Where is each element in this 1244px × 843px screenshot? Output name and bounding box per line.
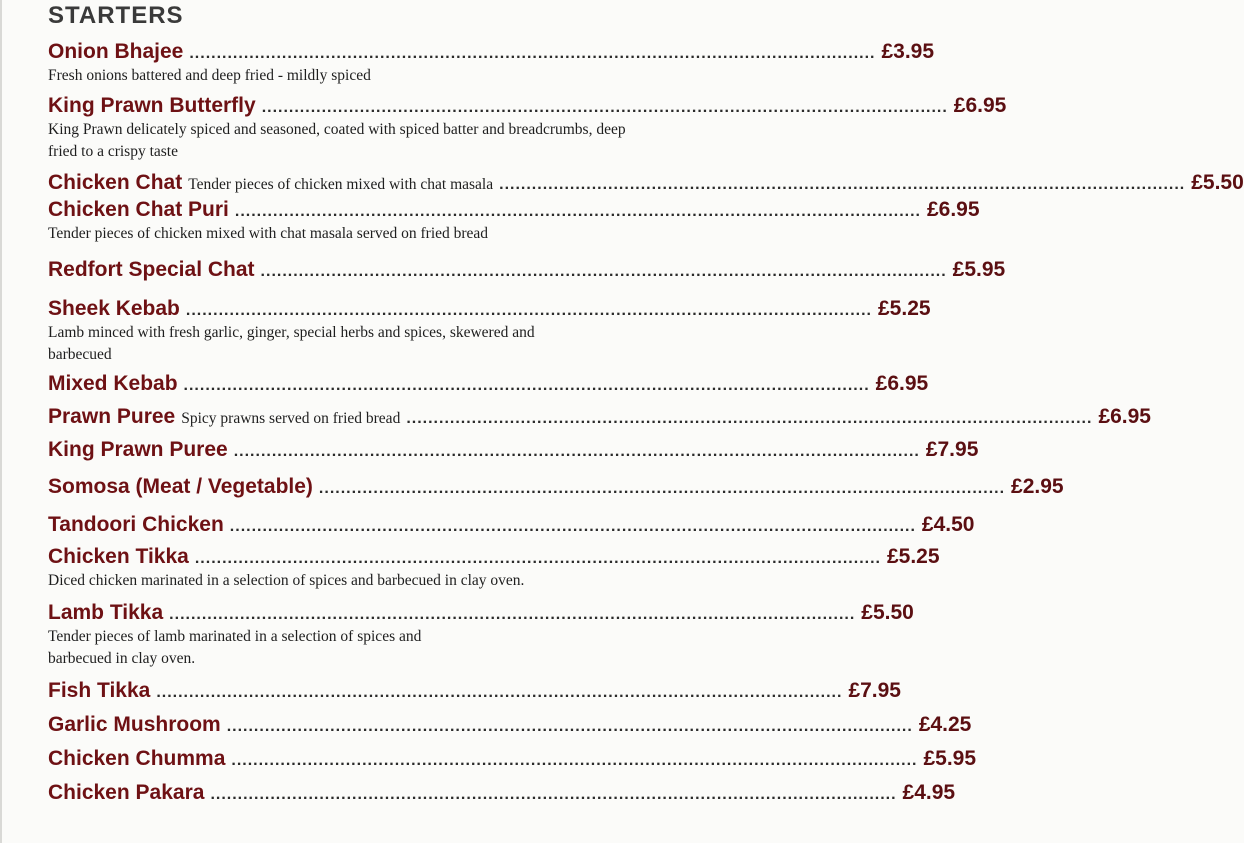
menu-item-redfort-special-chat bbox=[48, 258, 1006, 282]
item-price: £5.50 bbox=[861, 601, 914, 624]
item-name: Mixed Kebab bbox=[48, 372, 178, 395]
menu-item-chicken-chat-puri bbox=[48, 198, 980, 245]
item-price: £6.95 bbox=[953, 94, 1007, 117]
item-inline-description: Tender pieces of chicken mixed with chat masala bbox=[188, 176, 494, 193]
dot-leader: .............................................................................................................................. bbox=[406, 410, 1093, 427]
item-description: Fresh onions battered and deep fried - mildly spiced bbox=[48, 67, 371, 84]
item-inline-description: Spicy prawns served on fried bread bbox=[181, 410, 401, 427]
dot-leader: .............................................................................................................................. bbox=[231, 752, 918, 769]
dot-leader: .............................................................................................................................. bbox=[234, 203, 921, 220]
dot-leader: .............................................................................................................................. bbox=[261, 99, 948, 116]
dot-leader: .............................................................................................................................. bbox=[189, 45, 876, 62]
item-name: Somosa (Meat / Vegetable) bbox=[48, 475, 313, 498]
item-name: Sheek Kebab bbox=[48, 297, 180, 320]
dot-leader: .............................................................................................................................. bbox=[210, 786, 897, 803]
menu-item-somosa bbox=[48, 475, 1064, 499]
menu-item-onion-bhajee bbox=[48, 40, 935, 87]
item-description: Tender pieces of lamb marinated in a selection of spices and barbecued in clay oven. bbox=[48, 628, 422, 667]
menu-item-chicken-tikka bbox=[48, 545, 940, 592]
item-name: Prawn Puree bbox=[48, 405, 176, 428]
item-price: £6.95 bbox=[875, 372, 929, 395]
item-name: Redfort Special Chat bbox=[48, 258, 255, 281]
item-price: £6.95 bbox=[926, 198, 980, 221]
menu-item-fish-tikka bbox=[48, 679, 901, 703]
menu-item-chicken-chat bbox=[48, 171, 1244, 195]
menu-item-tandoori-chicken bbox=[48, 513, 975, 537]
item-name: Tandoori Chicken bbox=[48, 513, 224, 536]
section-title: STARTERS bbox=[48, 2, 184, 29]
menu-item-sheek-kebab bbox=[48, 297, 931, 366]
item-name: Chicken Chumma bbox=[48, 747, 226, 770]
dot-leader: .............................................................................................................................. bbox=[229, 518, 916, 535]
item-price: £5.25 bbox=[878, 297, 931, 320]
item-name: Chicken Chat bbox=[48, 171, 183, 194]
menu-item-prawn-puree bbox=[48, 405, 1151, 429]
item-name: King Prawn Butterfly bbox=[48, 94, 256, 117]
item-name: Fish Tikka bbox=[48, 679, 151, 702]
dot-leader: .............................................................................................................................. bbox=[194, 550, 881, 567]
item-price: £5.50 bbox=[1191, 171, 1244, 194]
menu-item-garlic-mushroom bbox=[48, 713, 972, 737]
item-name: King Prawn Puree bbox=[48, 438, 228, 461]
item-name: Chicken Tikka bbox=[48, 545, 189, 568]
menu-item-lamb-tikka bbox=[48, 601, 914, 670]
item-description: Tender pieces of chicken mixed with chat masala served on fried bread bbox=[48, 225, 489, 242]
menu-item-mixed-kebab bbox=[48, 372, 929, 396]
item-price: £5.95 bbox=[923, 747, 977, 770]
dot-leader: .............................................................................................................................. bbox=[233, 443, 920, 460]
item-price: £2.95 bbox=[1011, 475, 1064, 498]
item-name: Chicken Pakara bbox=[48, 781, 205, 804]
item-price: £3.95 bbox=[881, 40, 935, 63]
menu-item-chicken-chumma bbox=[48, 747, 977, 771]
item-price: £7.95 bbox=[925, 438, 979, 461]
item-price: £4.95 bbox=[902, 781, 956, 804]
item-name: Lamb Tikka bbox=[48, 601, 164, 624]
item-name: Onion Bhajee bbox=[48, 40, 184, 63]
item-description: Diced chicken marinated in a selection of spices and barbecued in clay oven. bbox=[48, 572, 525, 589]
item-description: King Prawn delicately spiced and seasoned, coated with spiced batter and breadcrumbs, deep fried to a crispy taste bbox=[48, 121, 626, 160]
dot-leader: .............................................................................................................................. bbox=[226, 718, 913, 735]
dot-leader: .............................................................................................................................. bbox=[185, 302, 872, 319]
dot-leader: .............................................................................................................................. bbox=[260, 263, 947, 280]
item-price: £4.50 bbox=[921, 513, 975, 536]
dot-leader: .............................................................................................................................. bbox=[169, 606, 856, 623]
dot-leader: .............................................................................................................................. bbox=[318, 480, 1006, 497]
item-name: Chicken Chat Puri bbox=[48, 198, 229, 221]
dot-leader: .............................................................................................................................. bbox=[499, 176, 1186, 193]
menu-item-king-prawn-puree bbox=[48, 438, 979, 462]
item-name: Garlic Mushroom bbox=[48, 713, 221, 736]
item-price: £4.25 bbox=[918, 713, 972, 736]
item-price: £7.95 bbox=[848, 679, 901, 702]
dot-leader: .............................................................................................................................. bbox=[156, 684, 843, 701]
item-description: Lamb minced with fresh garlic, ginger, special herbs and spices, skewered and barbecued bbox=[48, 324, 535, 363]
item-price: £5.95 bbox=[952, 258, 1006, 281]
dot-leader: .............................................................................................................................. bbox=[183, 377, 870, 394]
menu-item-king-prawn-butterfly bbox=[48, 94, 1007, 163]
item-price: £5.25 bbox=[886, 545, 940, 568]
item-price: £6.95 bbox=[1098, 405, 1151, 428]
menu-item-chicken-pakara bbox=[48, 781, 956, 805]
